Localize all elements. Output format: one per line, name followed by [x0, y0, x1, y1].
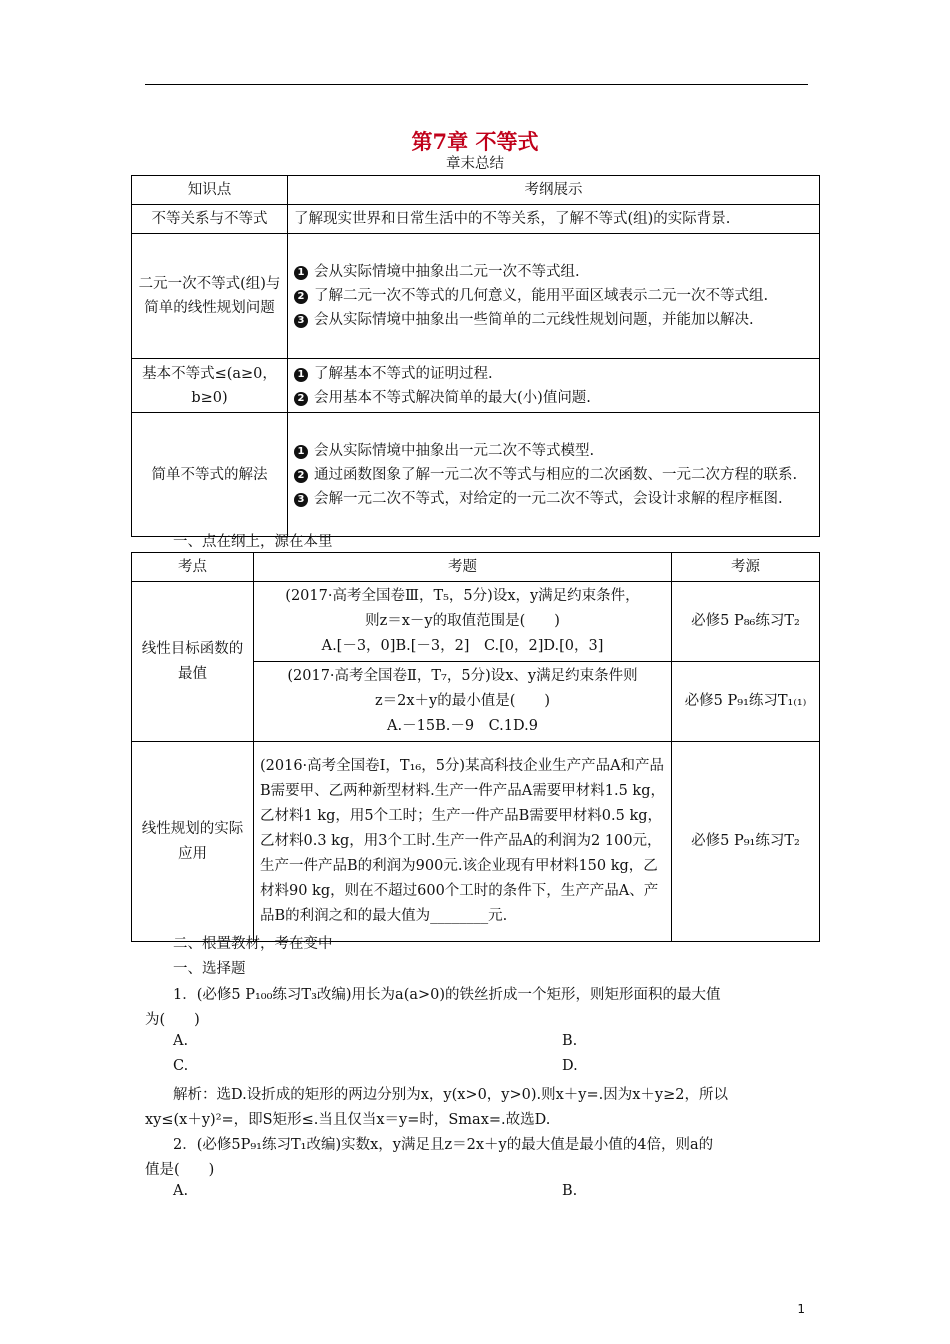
question-stem: 2．(必修5P₉₁练习T₁改编)实数x，y满足且z＝2x＋y的最大值是最小值的4倍，则a的: [173, 1137, 714, 1153]
question-cell: [254, 582, 672, 662]
requirement-cell: 了解现实世界和日常生活中的不等关系，了解不等式(组)的实际背景.: [288, 205, 820, 234]
requirement-item: 会解一元二次不等式，对给定的一元二次不等式，会设计求解的程序框图.: [314, 490, 783, 507]
question-line: z＝2x＋y的最小值是( ): [374, 693, 551, 709]
requirement-item: 了解二元一次不等式的几何意义，能用平面区域表示二元一次不等式组.: [314, 288, 769, 304]
table-header: 考纲展示: [288, 176, 820, 205]
topic-cell: 基本不等式≤(a≥0，b≥0): [132, 359, 288, 413]
question-cell: [254, 662, 672, 742]
requirement-item: 会从实际情境中抽象出一元二次不等式模型.: [314, 442, 595, 459]
table-header: 知识点: [132, 176, 288, 205]
option-b: B.: [562, 1183, 578, 1199]
number-3-icon: 3: [294, 493, 308, 507]
number-1-icon: 1: [294, 368, 308, 382]
solution-text: 解析：选D.设折成的矩形的两边分别为x，y(x>0，y>0).则x＋y=.因为x＋y≥2，所以: [173, 1087, 728, 1103]
table-row: [132, 359, 820, 413]
table-header-row: [132, 553, 820, 582]
question-line: 则z＝x－y的取值范围是( ): [365, 613, 560, 629]
table-row: [132, 205, 820, 234]
question-line: (2017·高考全国卷Ⅲ，T₅，5分)设x，y满足约束条件，: [285, 588, 640, 604]
requirement-item: 通过函数图象了解一元二次不等式与相应的二次函数、一元二次方程的联系.: [314, 466, 798, 483]
exam-table: [131, 552, 820, 942]
requirement-item: 会用基本不等式解决简单的最大(小)值问题.: [314, 389, 591, 406]
table-row: [132, 582, 820, 662]
page-number: 1: [797, 1302, 805, 1316]
number-2-icon: 2: [294, 392, 308, 406]
point-cell: 线性规划的实际应用: [132, 742, 254, 942]
syllabus-table: [131, 175, 820, 537]
table-header: 考源: [672, 553, 820, 582]
source-cell: 必修5 P₉₁练习T₁₍₁₎: [672, 662, 820, 742]
source-cell: 必修5 P₈₆练习T₂: [672, 582, 820, 662]
requirement-item: 会从实际情境中抽象出二元一次不等式组.: [314, 264, 580, 280]
requirement-cell: [288, 234, 820, 359]
point-cell: 线性目标函数的最值: [132, 582, 254, 742]
option-d: D.: [562, 1058, 578, 1074]
requirement-item: 会从实际情境中抽象出一些简单的二元线性规划问题，并能加以解决.: [314, 312, 754, 328]
table-header: 考点: [132, 553, 254, 582]
requirement-cell: [288, 413, 820, 537]
requirement-item: 了解基本不等式的证明过程.: [314, 365, 493, 382]
chapter-subtitle: 章末总结: [446, 156, 504, 172]
section-heading: 二、根置教材，考在变中: [173, 936, 333, 952]
chapter-title: 第7章 不等式: [411, 129, 539, 154]
table-row: [132, 413, 820, 537]
question-stem: 值是( ): [145, 1162, 215, 1178]
table-row: [132, 742, 820, 942]
option-c: C.: [173, 1058, 189, 1074]
section-heading: 一、选择题: [173, 961, 246, 977]
number-2-icon: 2: [294, 290, 308, 304]
number-1-icon: 1: [294, 266, 308, 280]
table-header-row: [132, 176, 820, 205]
question-line: (2017·高考全国卷Ⅱ，T₇，5分)设x、y满足约束条件则: [287, 668, 638, 684]
topic-cell: 二元一次不等式(组)与简单的线性规划问题: [132, 234, 288, 359]
requirement-cell: [288, 359, 820, 413]
solution-text: xy≤(x＋y)²=，即S矩形≤.当且仅当x＝y=时，Smax=.故选D.: [145, 1112, 551, 1128]
number-2-icon: 2: [294, 469, 308, 483]
table-header: 考题: [254, 553, 672, 582]
header-rule: [145, 84, 808, 85]
question-stem: 1．(必修5 P₁₀₀练习T₃改编)用长为a(a>0)的铁丝折成一个矩形，则矩形面积的最大值: [173, 987, 721, 1003]
number-1-icon: 1: [294, 445, 308, 459]
question-line: A.－15B.－9 C.1D.9: [387, 718, 538, 734]
question-stem: 为( ): [145, 1012, 200, 1028]
section-heading: 一、点在纲上，源在本里: [173, 534, 333, 550]
topic-cell: 不等关系与不等式: [132, 205, 288, 234]
source-cell: 必修5 P₉₁练习T₂: [672, 742, 820, 942]
topic-cell: 简单不等式的解法: [132, 413, 288, 537]
option-b: B.: [562, 1033, 578, 1049]
table-row: [132, 234, 820, 359]
option-a: A.: [173, 1183, 189, 1199]
number-3-icon: 3: [294, 314, 308, 328]
question-cell: (2016·高考全国卷Ⅰ，T₁₆，5分)某高科技企业生产产品A和产品B需要甲、乙两种新型材料.生产一件产品A需要甲材料1.5 kg，乙材料1 kg，用5个工时；生产一件产品B需要甲材料0.5 kg，乙材料0.3 kg，用3个工时.生产一件产品A的利润为2 100元，生产一件产品B的利润为900元.该企业现有甲材料150 kg，乙材料90 kg，则在不超过600个工时的条件下，生产产品A、产品B的利润之和的最大值为________元.: [254, 742, 672, 942]
question-line: A.[－3，0]B.[－3，2] C.[0，2]D.[0，3]: [321, 638, 604, 654]
option-a: A.: [173, 1033, 189, 1049]
